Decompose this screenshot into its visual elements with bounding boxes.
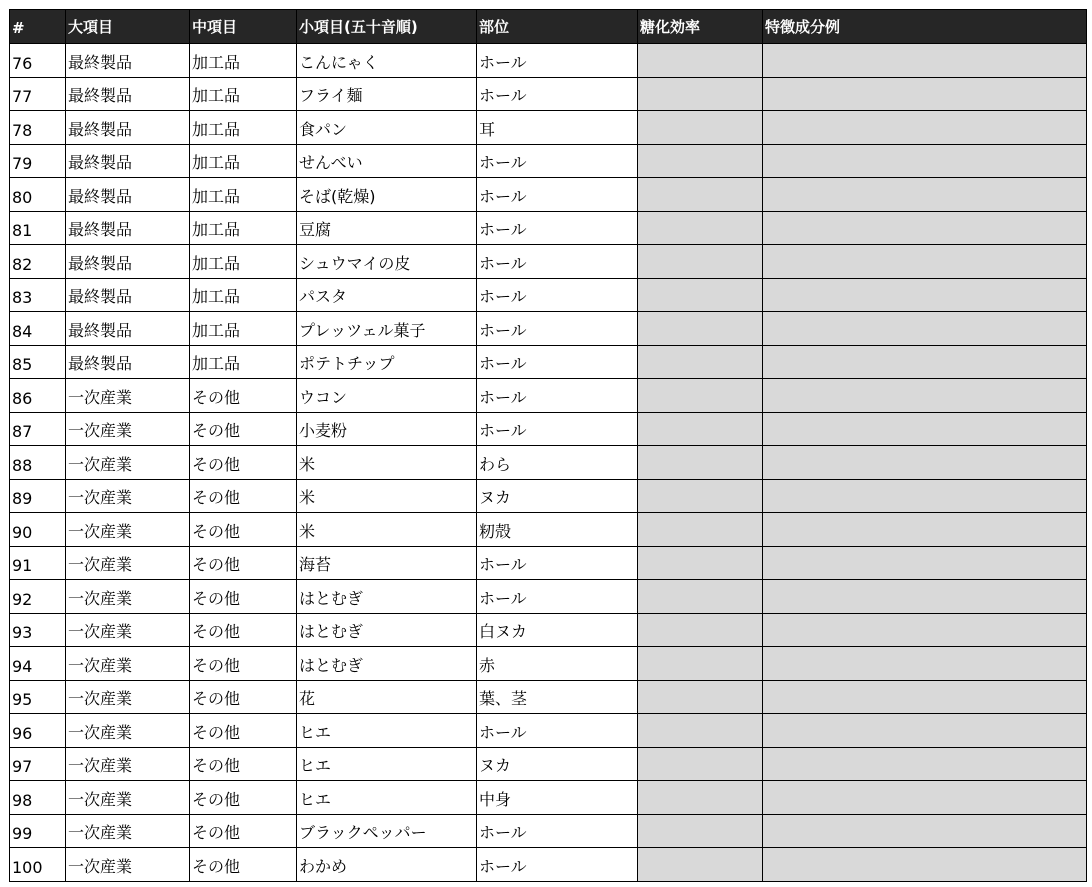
cell-feature-components[interactable] bbox=[763, 77, 1087, 111]
cell-number[interactable]: 88 bbox=[10, 446, 66, 480]
cell-saccharification-efficiency[interactable] bbox=[638, 546, 763, 580]
cell-part[interactable]: 籾殻 bbox=[477, 513, 638, 547]
cell-saccharification-efficiency[interactable] bbox=[638, 111, 763, 145]
table-row bbox=[10, 245, 1087, 279]
cell-number[interactable]: 78 bbox=[10, 111, 66, 145]
cell-minor-category[interactable]: はとむぎ bbox=[297, 580, 477, 614]
cell-saccharification-efficiency[interactable] bbox=[638, 245, 763, 279]
cell-middle-category[interactable]: その他 bbox=[190, 546, 297, 580]
cell-feature-components[interactable] bbox=[763, 814, 1087, 848]
table-row bbox=[10, 546, 1087, 580]
cell-minor-category[interactable]: 米 bbox=[297, 479, 477, 513]
cell-saccharification-efficiency[interactable] bbox=[638, 211, 763, 245]
cell-feature-components[interactable] bbox=[763, 345, 1087, 379]
table-row bbox=[10, 312, 1087, 346]
cell-feature-components[interactable] bbox=[763, 312, 1087, 346]
cell-part[interactable]: ホール bbox=[477, 278, 638, 312]
cell-minor-category[interactable]: 小麦粉 bbox=[297, 412, 477, 446]
cell-middle-category[interactable]: その他 bbox=[190, 513, 297, 547]
cell-part[interactable]: ホール bbox=[477, 211, 638, 245]
header-cell-minor-category[interactable]: 小項目(五十音順) bbox=[297, 10, 477, 44]
cell-part[interactable]: ホール bbox=[477, 312, 638, 346]
cell-saccharification-efficiency[interactable] bbox=[638, 580, 763, 614]
cell-feature-components[interactable] bbox=[763, 178, 1087, 212]
cell-minor-category[interactable]: わかめ bbox=[297, 848, 477, 882]
cell-major-category[interactable]: 最終製品 bbox=[66, 44, 190, 78]
cell-minor-category[interactable]: こんにゃく bbox=[297, 44, 477, 78]
cell-feature-components[interactable] bbox=[763, 44, 1087, 78]
cell-major-category[interactable]: 一次産業 bbox=[66, 680, 190, 714]
cell-saccharification-efficiency[interactable] bbox=[638, 714, 763, 748]
cell-feature-components[interactable] bbox=[763, 211, 1087, 245]
header-cell-number[interactable]: # bbox=[10, 10, 66, 44]
cell-saccharification-efficiency[interactable] bbox=[638, 479, 763, 513]
cell-saccharification-efficiency[interactable] bbox=[638, 781, 763, 815]
cell-number[interactable]: 82 bbox=[10, 245, 66, 279]
cell-middle-category[interactable]: 加工品 bbox=[190, 144, 297, 178]
table-row bbox=[10, 714, 1087, 748]
cell-number[interactable]: 76 bbox=[10, 44, 66, 78]
cell-middle-category[interactable]: その他 bbox=[190, 479, 297, 513]
cell-saccharification-efficiency[interactable] bbox=[638, 278, 763, 312]
cell-minor-category[interactable]: ヒエ bbox=[297, 747, 477, 781]
cell-number[interactable]: 85 bbox=[10, 345, 66, 379]
cell-feature-components[interactable] bbox=[763, 278, 1087, 312]
cell-minor-category[interactable]: 海苔 bbox=[297, 546, 477, 580]
cell-major-category[interactable]: 一次産業 bbox=[66, 546, 190, 580]
cell-part[interactable]: ホール bbox=[477, 546, 638, 580]
cell-saccharification-efficiency[interactable] bbox=[638, 848, 763, 882]
cell-minor-category[interactable]: ウコン bbox=[297, 379, 477, 413]
cell-major-category[interactable]: 一次産業 bbox=[66, 781, 190, 815]
cell-feature-components[interactable] bbox=[763, 111, 1087, 145]
cell-feature-components[interactable] bbox=[763, 747, 1087, 781]
cell-saccharification-efficiency[interactable] bbox=[638, 312, 763, 346]
cell-feature-components[interactable] bbox=[763, 848, 1087, 882]
table-row bbox=[10, 178, 1087, 212]
cell-middle-category[interactable]: 加工品 bbox=[190, 211, 297, 245]
cell-middle-category[interactable]: 加工品 bbox=[190, 345, 297, 379]
cell-middle-category[interactable]: 加工品 bbox=[190, 77, 297, 111]
table-row bbox=[10, 446, 1087, 480]
cell-saccharification-efficiency[interactable] bbox=[638, 814, 763, 848]
cell-part[interactable]: ホール bbox=[477, 580, 638, 614]
cell-feature-components[interactable] bbox=[763, 412, 1087, 446]
cell-part[interactable]: ホール bbox=[477, 44, 638, 78]
cell-major-category[interactable]: 最終製品 bbox=[66, 178, 190, 212]
cell-saccharification-efficiency[interactable] bbox=[638, 647, 763, 681]
cell-minor-category[interactable]: ブラックペッパー bbox=[297, 814, 477, 848]
cell-number[interactable]: 90 bbox=[10, 513, 66, 547]
cell-part[interactable]: ホール bbox=[477, 77, 638, 111]
cell-minor-category[interactable]: はとむぎ bbox=[297, 647, 477, 681]
cell-middle-category[interactable]: その他 bbox=[190, 781, 297, 815]
cell-feature-components[interactable] bbox=[763, 647, 1087, 681]
cell-major-category[interactable]: 一次産業 bbox=[66, 714, 190, 748]
cell-major-category[interactable]: 最終製品 bbox=[66, 77, 190, 111]
table-row bbox=[10, 613, 1087, 647]
cell-part[interactable]: わら bbox=[477, 446, 638, 480]
cell-major-category[interactable]: 一次産業 bbox=[66, 513, 190, 547]
table-row bbox=[10, 647, 1087, 681]
cell-number[interactable]: 95 bbox=[10, 680, 66, 714]
header-cell-feature-components[interactable]: 特徴成分例 bbox=[763, 10, 1087, 44]
cell-part[interactable]: 葉、茎 bbox=[477, 680, 638, 714]
cell-saccharification-efficiency[interactable] bbox=[638, 513, 763, 547]
cell-minor-category[interactable]: 豆腐 bbox=[297, 211, 477, 245]
cell-major-category[interactable]: 最終製品 bbox=[66, 111, 190, 145]
cell-middle-category[interactable]: その他 bbox=[190, 747, 297, 781]
cell-feature-components[interactable] bbox=[763, 613, 1087, 647]
cell-part[interactable]: ホール bbox=[477, 848, 638, 882]
cell-middle-category[interactable]: 加工品 bbox=[190, 278, 297, 312]
table-row bbox=[10, 77, 1087, 111]
cell-part[interactable]: ホール bbox=[477, 379, 638, 413]
cell-part[interactable]: ホール bbox=[477, 714, 638, 748]
cell-part[interactable]: ヌカ bbox=[477, 479, 638, 513]
cell-feature-components[interactable] bbox=[763, 245, 1087, 279]
cell-major-category[interactable]: 最終製品 bbox=[66, 345, 190, 379]
cell-number[interactable]: 83 bbox=[10, 278, 66, 312]
cell-saccharification-efficiency[interactable] bbox=[638, 613, 763, 647]
cell-number[interactable]: 93 bbox=[10, 613, 66, 647]
cell-feature-components[interactable] bbox=[763, 144, 1087, 178]
cell-feature-components[interactable] bbox=[763, 479, 1087, 513]
cell-minor-category[interactable]: プレッツェル菓子 bbox=[297, 312, 477, 346]
cell-middle-category[interactable]: その他 bbox=[190, 714, 297, 748]
cell-feature-components[interactable] bbox=[763, 680, 1087, 714]
cell-part[interactable]: 中身 bbox=[477, 781, 638, 815]
cell-saccharification-efficiency[interactable] bbox=[638, 379, 763, 413]
cell-part[interactable]: ホール bbox=[477, 412, 638, 446]
cell-number[interactable]: 98 bbox=[10, 781, 66, 815]
cell-minor-category[interactable]: シュウマイの皮 bbox=[297, 245, 477, 279]
table-row bbox=[10, 379, 1087, 413]
cell-middle-category[interactable]: 加工品 bbox=[190, 111, 297, 145]
cell-middle-category[interactable]: その他 bbox=[190, 680, 297, 714]
cell-feature-components[interactable] bbox=[763, 781, 1087, 815]
header-row bbox=[10, 10, 1087, 44]
cell-middle-category[interactable]: その他 bbox=[190, 412, 297, 446]
cell-middle-category[interactable]: 加工品 bbox=[190, 245, 297, 279]
header-cell-middle-category[interactable]: 中項目 bbox=[190, 10, 297, 44]
cell-feature-components[interactable] bbox=[763, 580, 1087, 614]
table-row bbox=[10, 747, 1087, 781]
cell-part[interactable]: ホール bbox=[477, 178, 638, 212]
cell-middle-category[interactable]: 加工品 bbox=[190, 178, 297, 212]
cell-feature-components[interactable] bbox=[763, 513, 1087, 547]
cell-number[interactable]: 89 bbox=[10, 479, 66, 513]
cell-number[interactable]: 79 bbox=[10, 144, 66, 178]
header-cell-saccharification-efficiency[interactable]: 糖化効率 bbox=[638, 10, 763, 44]
cell-minor-category[interactable]: フライ麺 bbox=[297, 77, 477, 111]
cell-middle-category[interactable]: その他 bbox=[190, 446, 297, 480]
cell-major-category[interactable]: 一次産業 bbox=[66, 814, 190, 848]
cell-middle-category[interactable]: その他 bbox=[190, 647, 297, 681]
table-row bbox=[10, 211, 1087, 245]
cell-minor-category[interactable]: はとむぎ bbox=[297, 613, 477, 647]
cell-number[interactable]: 86 bbox=[10, 379, 66, 413]
cell-part[interactable]: ホール bbox=[477, 144, 638, 178]
cell-major-category[interactable]: 一次産業 bbox=[66, 412, 190, 446]
cell-minor-category[interactable]: 花 bbox=[297, 680, 477, 714]
cell-middle-category[interactable]: その他 bbox=[190, 379, 297, 413]
cell-number[interactable]: 84 bbox=[10, 312, 66, 346]
cell-number[interactable]: 97 bbox=[10, 747, 66, 781]
cell-part[interactable]: ホール bbox=[477, 245, 638, 279]
cell-middle-category[interactable]: その他 bbox=[190, 814, 297, 848]
cell-number[interactable]: 92 bbox=[10, 580, 66, 614]
cell-number[interactable]: 99 bbox=[10, 814, 66, 848]
table-row bbox=[10, 848, 1087, 882]
cell-number[interactable]: 91 bbox=[10, 546, 66, 580]
cell-number[interactable]: 81 bbox=[10, 211, 66, 245]
table-body bbox=[10, 44, 1087, 882]
cell-minor-category[interactable]: せんべい bbox=[297, 144, 477, 178]
cell-number[interactable]: 87 bbox=[10, 412, 66, 446]
cell-minor-category[interactable]: そば(乾燥) bbox=[297, 178, 477, 212]
cell-major-category[interactable]: 一次産業 bbox=[66, 446, 190, 480]
cell-saccharification-efficiency[interactable] bbox=[638, 44, 763, 78]
cell-saccharification-efficiency[interactable] bbox=[638, 178, 763, 212]
cell-minor-category[interactable]: 米 bbox=[297, 446, 477, 480]
cell-saccharification-efficiency[interactable] bbox=[638, 680, 763, 714]
cell-part[interactable]: ホール bbox=[477, 814, 638, 848]
cell-minor-category[interactable]: 米 bbox=[297, 513, 477, 547]
cell-major-category[interactable]: 最終製品 bbox=[66, 278, 190, 312]
cell-minor-category[interactable]: 食パン bbox=[297, 111, 477, 145]
cell-major-category[interactable]: 一次産業 bbox=[66, 647, 190, 681]
cell-major-category[interactable]: 一次産業 bbox=[66, 848, 190, 882]
table-row bbox=[10, 479, 1087, 513]
cell-major-category[interactable]: 一次産業 bbox=[66, 747, 190, 781]
cell-middle-category[interactable]: その他 bbox=[190, 613, 297, 647]
cell-middle-category[interactable]: 加工品 bbox=[190, 312, 297, 346]
table-row bbox=[10, 44, 1087, 78]
table-row bbox=[10, 814, 1087, 848]
table-row bbox=[10, 111, 1087, 145]
cell-number[interactable]: 80 bbox=[10, 178, 66, 212]
cell-major-category[interactable]: 一次産業 bbox=[66, 479, 190, 513]
table-row bbox=[10, 680, 1087, 714]
cell-number[interactable]: 100 bbox=[10, 848, 66, 882]
cell-part[interactable]: 白ヌカ bbox=[477, 613, 638, 647]
spreadsheet-table bbox=[9, 9, 1087, 882]
cell-part[interactable]: 耳 bbox=[477, 111, 638, 145]
table-row bbox=[10, 412, 1087, 446]
cell-major-category[interactable]: 一次産業 bbox=[66, 580, 190, 614]
cell-saccharification-efficiency[interactable] bbox=[638, 747, 763, 781]
cell-major-category[interactable]: 最終製品 bbox=[66, 144, 190, 178]
cell-minor-category[interactable]: ヒエ bbox=[297, 714, 477, 748]
table-row bbox=[10, 580, 1087, 614]
cell-middle-category[interactable]: その他 bbox=[190, 580, 297, 614]
cell-part[interactable]: ホール bbox=[477, 345, 638, 379]
cell-number[interactable]: 77 bbox=[10, 77, 66, 111]
cell-major-category[interactable]: 最終製品 bbox=[66, 312, 190, 346]
cell-major-category[interactable]: 一次産業 bbox=[66, 613, 190, 647]
cell-minor-category[interactable]: ポテトチップ bbox=[297, 345, 477, 379]
cell-number[interactable]: 96 bbox=[10, 714, 66, 748]
cell-part[interactable]: ヌカ bbox=[477, 747, 638, 781]
cell-middle-category[interactable]: 加工品 bbox=[190, 44, 297, 78]
cell-saccharification-efficiency[interactable] bbox=[638, 345, 763, 379]
header-cell-major-category[interactable]: 大項目 bbox=[66, 10, 190, 44]
cell-major-category[interactable]: 最終製品 bbox=[66, 211, 190, 245]
cell-feature-components[interactable] bbox=[763, 714, 1087, 748]
table-row bbox=[10, 781, 1087, 815]
table-row bbox=[10, 144, 1087, 178]
cell-feature-components[interactable] bbox=[763, 446, 1087, 480]
table-row bbox=[10, 345, 1087, 379]
cell-major-category[interactable]: 最終製品 bbox=[66, 245, 190, 279]
cell-minor-category[interactable]: ヒエ bbox=[297, 781, 477, 815]
cell-part[interactable]: 赤 bbox=[477, 647, 638, 681]
cell-feature-components[interactable] bbox=[763, 379, 1087, 413]
table-row bbox=[10, 278, 1087, 312]
cell-middle-category[interactable]: その他 bbox=[190, 848, 297, 882]
cell-feature-components[interactable] bbox=[763, 546, 1087, 580]
cell-number[interactable]: 94 bbox=[10, 647, 66, 681]
cell-saccharification-efficiency[interactable] bbox=[638, 77, 763, 111]
table-row bbox=[10, 513, 1087, 547]
cell-saccharification-efficiency[interactable] bbox=[638, 446, 763, 480]
cell-saccharification-efficiency[interactable] bbox=[638, 144, 763, 178]
cell-saccharification-efficiency[interactable] bbox=[638, 412, 763, 446]
cell-major-category[interactable]: 一次産業 bbox=[66, 379, 190, 413]
cell-minor-category[interactable]: パスタ bbox=[297, 278, 477, 312]
header-cell-part[interactable]: 部位 bbox=[477, 10, 638, 44]
